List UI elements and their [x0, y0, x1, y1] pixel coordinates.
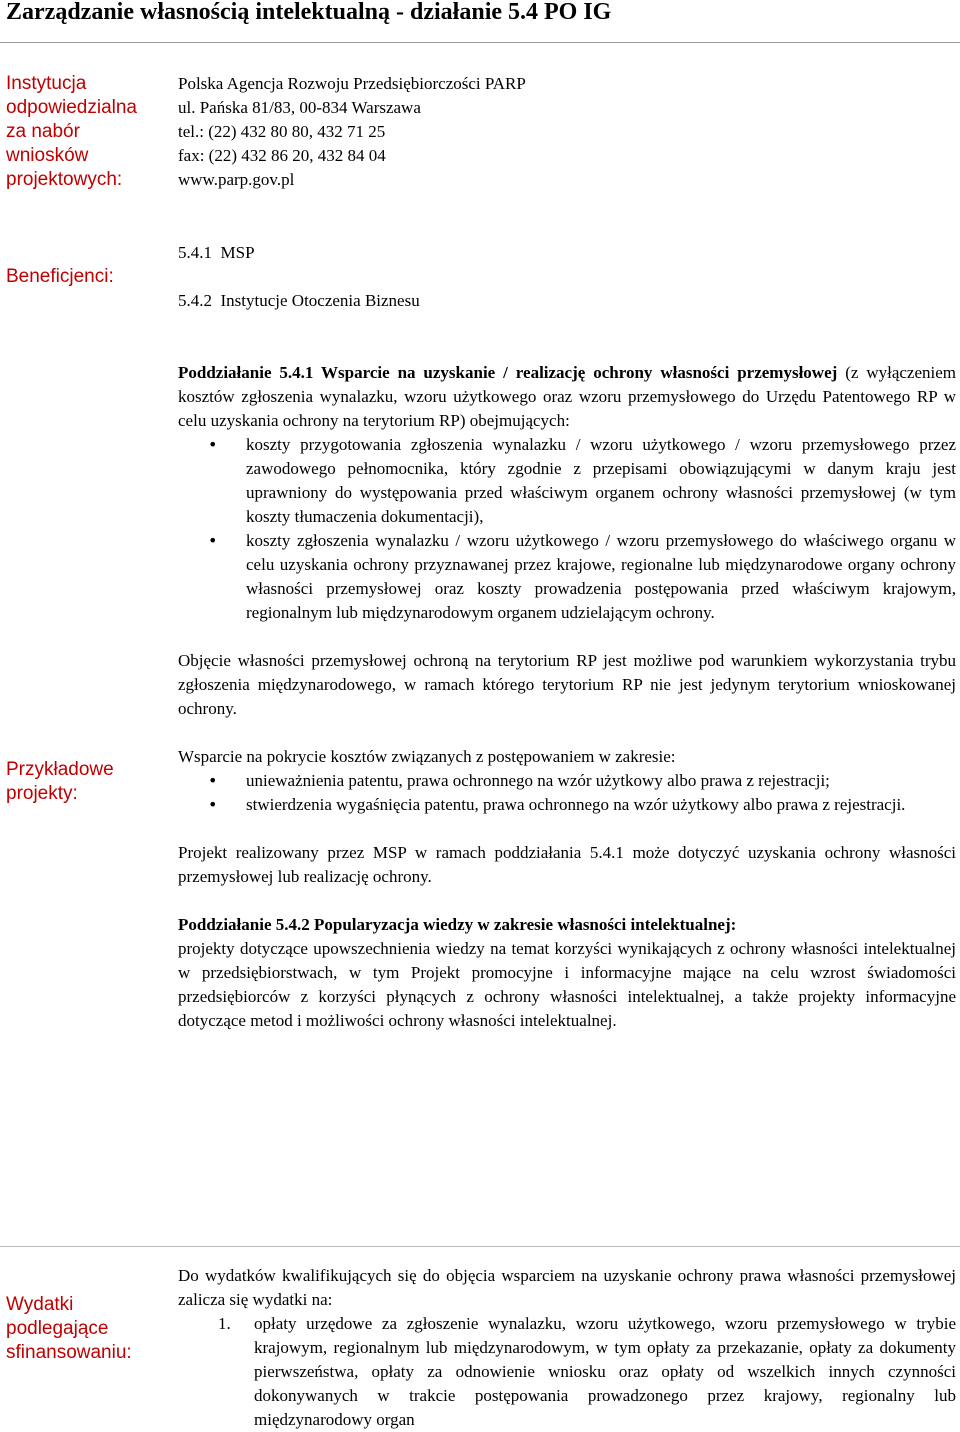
expenses-content — [178, 1264, 956, 1432]
list-item-text: opłaty urzędowe za zgłoszenie wynalazku, wzoru użytkowego, wzoru przemysłowego w trybie krajowym, regionalnym lub międzynarodowym, w tym opłaty za przekazanie, opłaty za dokumenty pierwszeństwa, opłaty za odnowienie wniosku oraz opłaty od wszelkich innych czynności dokonywanych w trakcie postępowania prowadzonego przez krajowy, regionalny lub międzynarodowy organ — [254, 1314, 956, 1429]
institution-website: www.parp.gov.pl — [178, 170, 295, 189]
institution-label-line: za nabór — [6, 121, 80, 142]
institution-details — [178, 72, 956, 192]
subaction-541-intro: (z wyłączeniem kosztów zgłoszenia wynalazku, wzoru użytkowego oraz wzoru przemysłowego do Urzędu Patentowego RP w celu uzyskania ochrony na terytorium RP) obejmujących: — [178, 363, 956, 430]
expenses-label-line: Wydatki — [6, 1294, 74, 1315]
subaction-542-text: projekty dotyczące upowszechnienia wiedzy na temat korzyści wynikających z ochrony własności intelektualnej w przedsiębiorstwach, w tym Projekt promocyjne i informacyjne mające na celu wzrost świadomości przedsiębiorców z korzyści płynących z ochrony własności intelektualnej, a także projekty informacyjne dotyczące metod i możliwości ochrony własności intelektualnej. — [178, 939, 956, 1030]
beneficiaries-label — [6, 265, 166, 289]
list-item-number: 1. — [218, 1314, 231, 1333]
subaction-542-heading: Poddziałanie 5.4.2 Popularyzacja wiedzy w zakresie własności intelektualnej: — [178, 915, 737, 934]
examples-label-line: Przykładowe — [6, 759, 114, 780]
institution-fax: fax: (22) 432 86 20, 432 84 04 — [178, 146, 386, 165]
institution-name: Polska Agencja Rozwoju Przedsiębiorczości PARP — [178, 74, 526, 93]
list-item: • koszty zgłoszenia wynalazku / wzoru użytkowego / wzoru przemysłowego do właściwego organu w celu uzyskania ochrony przyznawanej przez krajowe, regionalne lub międzynarodowe organy ochrony własności przemysłowej oraz koszty prowadzenia postępowania przed właściwym krajowym, regionalnym lub międzynarodowym organem udzielającym ochrony. — [178, 529, 956, 625]
subaction-541 — [178, 361, 956, 433]
list-item: • stwierdzenia wygaśnięcia patentu, prawa ochronnego na wzór użytkowy albo prawa z rejestracji. — [178, 793, 956, 817]
subaction-542 — [178, 913, 956, 937]
msp-paragraph: Projekt realizowany przez MSP w ramach poddziałania 5.4.1 może dotyczyć uzyskania ochrony własności przemysłowej lub realizację ochrony. — [178, 843, 956, 886]
examples-content — [178, 361, 956, 1033]
scope-paragraph: Objęcie własności przemysłowej ochroną na terytorium RP jest możliwe pod warunkiem wykorzystania trybu zgłoszenia międzynarodowego, w ramach którego terytorium RP nie jest jedynym terytorium wnioskowanej ochrony. — [178, 651, 956, 718]
expenses-label-line: podlegające — [6, 1318, 109, 1339]
list-item — [178, 1312, 956, 1432]
subaction-541-cost-list — [178, 433, 956, 625]
examples-label-line: projekty: — [6, 783, 78, 804]
support-paragraph: Wsparcie na pokrycie kosztów związanych z postępowaniem w zakresie: — [178, 747, 676, 766]
beneficiaries-list — [178, 241, 956, 313]
page-title: Zarządzanie własnością intelektualną - działanie 5.4 PO IG — [6, 0, 612, 25]
list-item: • koszty przygotowania zgłoszenia wynalazku / wzoru użytkowego / wzoru przemysłowego przez zawodowego pełnomocnika, który zgodnie z przepisami obowiązującymi w danym kraju jest uprawniony do występowania przed właściwym organem ochrony własności przemysłowej (w tym koszty tłumaczenia dokumentacji), — [178, 433, 956, 529]
support-list — [178, 769, 956, 817]
expenses-intro: Do wydatków kwalifikujących się do objęcia wsparciem na uzyskanie ochrony prawa własności przemysłowej zalicza się wydatki na: — [178, 1266, 956, 1309]
section-divider — [0, 1246, 960, 1247]
expenses-label-line: sfinansowaniu: — [6, 1342, 132, 1363]
subaction-541-heading: Poddziałanie 5.4.1 Wsparcie na uzyskanie / realizację ochrony własności przemysłowej — [178, 363, 838, 382]
expenses-label — [6, 1293, 166, 1365]
beneficiaries-label-text: Beneficjenci: — [6, 266, 114, 287]
institution-label-line: projektowych: — [6, 169, 123, 190]
beneficiary-item: 5.4.1 MSP — [178, 243, 255, 262]
institution-phone: tel.: (22) 432 80 80, 432 71 25 — [178, 122, 386, 141]
institution-label-line: Instytucja — [6, 73, 87, 94]
institution-label-line: odpowiedzialna — [6, 97, 137, 118]
institution-label — [6, 72, 166, 192]
institution-label-line: wniosków — [6, 145, 89, 166]
institution-address: ul. Pańska 81/83, 00-834 Warszawa — [178, 98, 421, 117]
expenses-list — [178, 1312, 956, 1432]
title-divider — [0, 42, 960, 43]
list-item: • unieważnienia patentu, prawa ochronnego na wzór użytkowy albo prawa z rejestracji; — [178, 769, 956, 793]
beneficiary-item: 5.4.2 Instytucje Otoczenia Biznesu — [178, 291, 420, 310]
examples-label — [6, 758, 166, 806]
